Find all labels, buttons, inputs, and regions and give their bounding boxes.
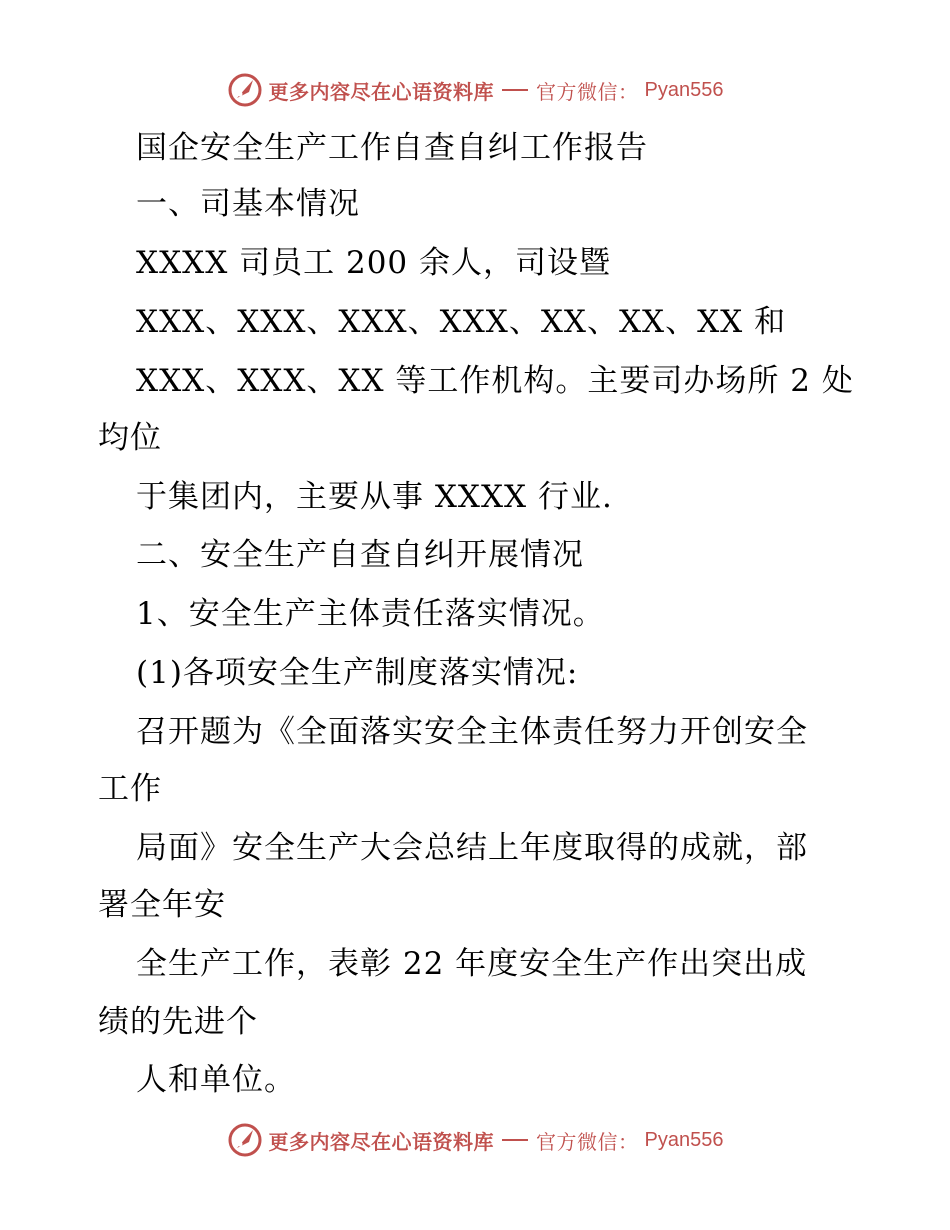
section-heading-2: 二、安全生产自查自纠开展情况 bbox=[136, 537, 584, 573]
watermark-handle: Pyan556 bbox=[644, 78, 724, 101]
paragraph-line: XXXX 司员工 200 余人，司设暨 bbox=[136, 245, 612, 281]
section-heading-1: 一、司基本情况 bbox=[136, 186, 360, 222]
subsection-heading: 1、安全生产主体责任落实情况。 bbox=[136, 596, 605, 632]
document-title: 国企安全生产工作自查自纠工作报告 bbox=[136, 130, 648, 166]
quill-logo-icon bbox=[227, 1122, 263, 1158]
item-heading: (1)各项安全生产制度落实情况: bbox=[136, 655, 579, 691]
quill-logo-icon bbox=[227, 72, 263, 108]
paragraph-line: XXX、XXX、XXX、XXX、XX、XX、XX 和 bbox=[136, 304, 787, 340]
watermark-text: 更多内容尽在心语资料库 bbox=[268, 1129, 495, 1154]
watermark-handle: Pyan556 bbox=[644, 1128, 724, 1151]
paragraph-line: 署全年安 bbox=[98, 887, 226, 923]
paragraph-line: 工作 bbox=[98, 771, 162, 807]
watermark-label: 官方微信： bbox=[536, 1129, 639, 1154]
watermark-text: 更多内容尽在心语资料库 bbox=[268, 79, 495, 104]
paragraph-line: 于集团内，主要从事 XXXX 行业. bbox=[136, 479, 613, 515]
paragraph-line: 召开题为《全面落实安全主体责任努力开创安全 bbox=[136, 714, 808, 750]
watermark-footer bbox=[0, 1120, 950, 1160]
watermark-label: 官方微信： bbox=[536, 79, 639, 104]
watermark-dash bbox=[502, 1139, 528, 1141]
paragraph-line: 全生产工作，表彰 22 年度安全生产作出突出成 bbox=[136, 946, 808, 982]
paragraph-line: 绩的先进个 bbox=[98, 1004, 258, 1040]
watermark-header bbox=[0, 70, 950, 110]
paragraph-line: 均位 bbox=[98, 420, 162, 456]
paragraph-line: 局面》安全生产大会总结上年度取得的成就，部 bbox=[136, 830, 808, 866]
paragraph-line: XXX、XXX、XX 等工作机构。主要司办场所 2 处 bbox=[136, 363, 854, 399]
watermark-dash bbox=[502, 89, 528, 91]
paragraph-line: 人和单位。 bbox=[136, 1062, 296, 1098]
